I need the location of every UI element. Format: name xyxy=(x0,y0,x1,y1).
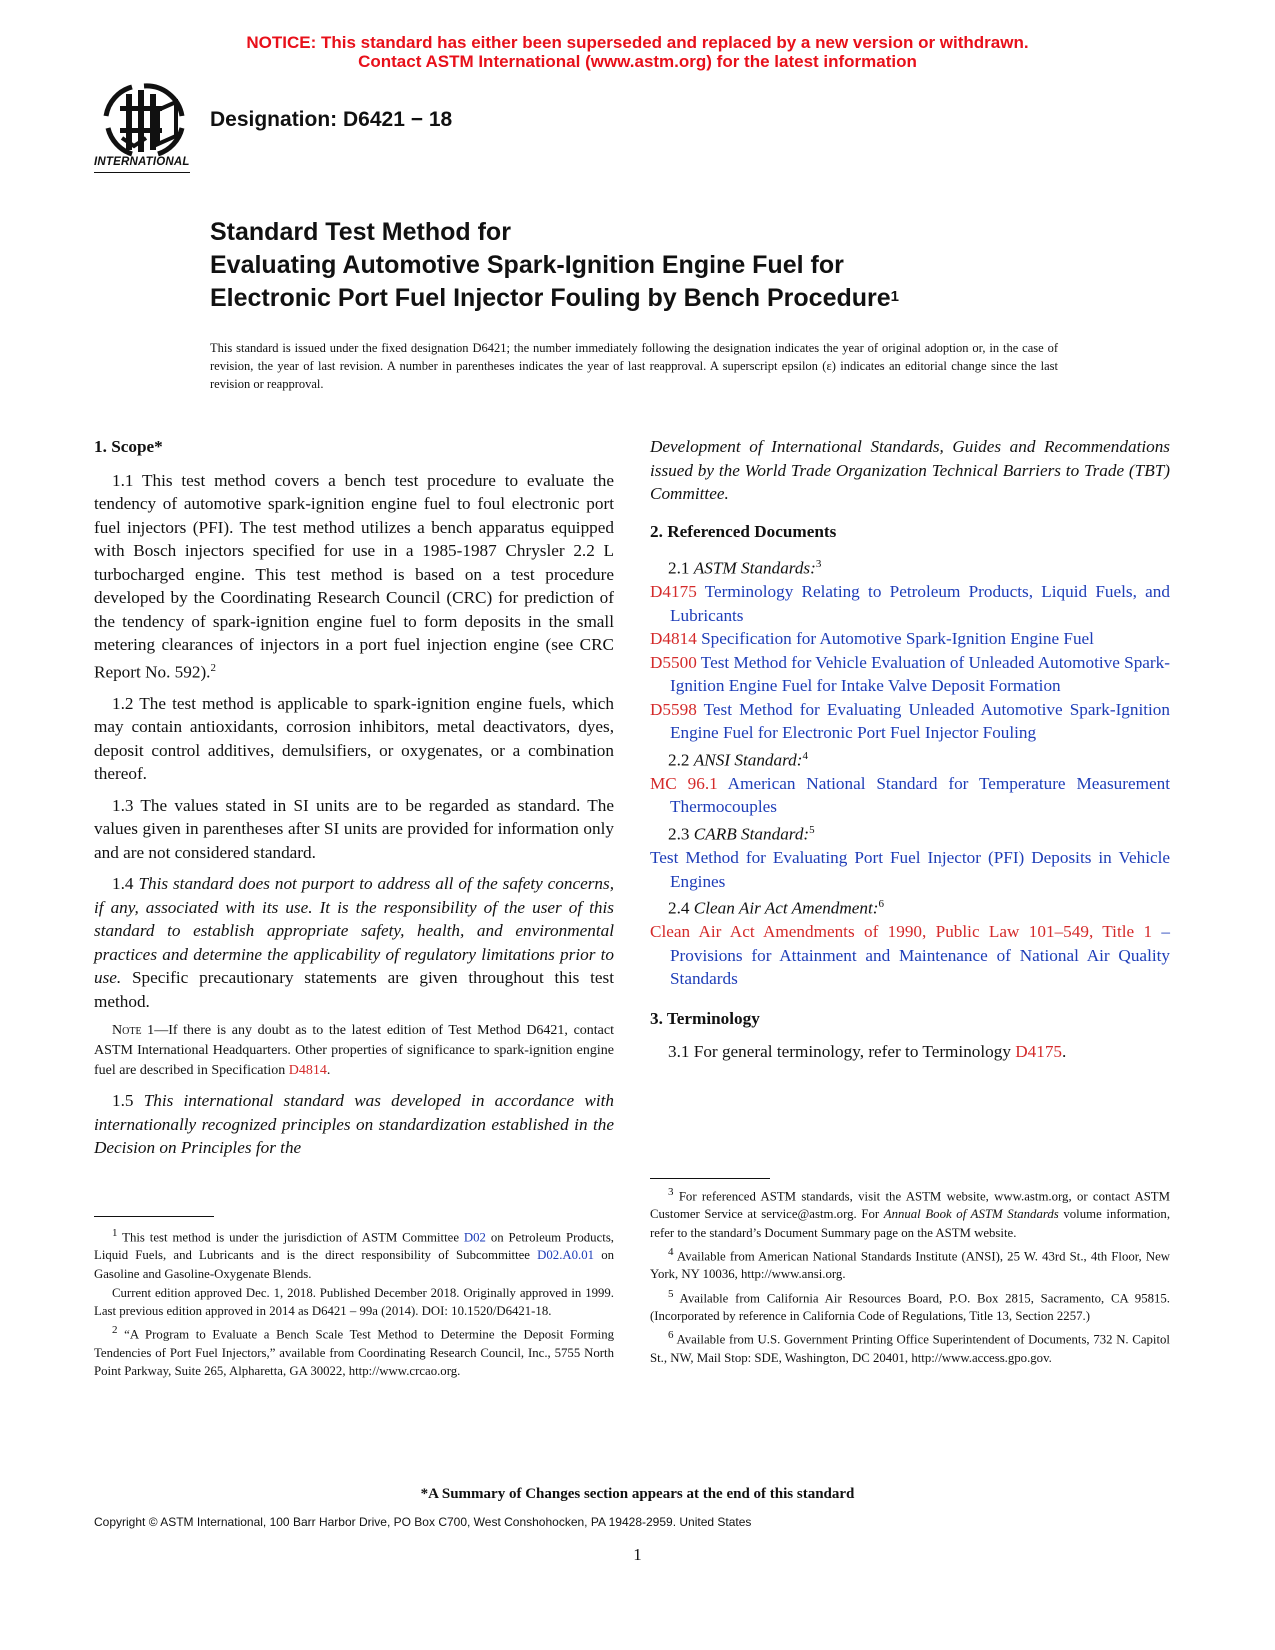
title-line-3: Electronic Port Fuel Injector Fouling by Bench Procedure xyxy=(210,284,891,312)
section-heading-scope: 1. Scope* xyxy=(94,437,163,456)
notice-line-1: NOTICE: This standard has either been superseded and replaced by a new version or withdrawn. xyxy=(246,33,1029,52)
note-label: Note 1 xyxy=(112,1023,155,1039)
footnote-5: $^5$ Available from California Air Resources Board, P.O. Box 2815, Sacramento, CA 95815. (Incorporated by reference in California Code of Regulations, Title 13, Section 2257.) xyxy=(650,1287,1170,1324)
section-heading-terminology: 3. Terminology xyxy=(650,1008,760,1028)
reference-carb[interactable]: Test Method for Evaluating Port Fuel Injector (PFI) Deposits in Vehicle Engines xyxy=(650,848,1170,891)
paragraph-1-5: 1.5 This international standard was developed in accordance with internationally recognized principles on standardization established in the Decision on Principles for the xyxy=(94,1091,614,1158)
astm-logo xyxy=(92,80,196,176)
link-d02-a0-01[interactable]: D02.A0.01 xyxy=(537,1248,595,1263)
note-1: Note 1—If there is any doubt as to the latest edition of Test Method D6421, contact ASTM International Headquarters. Other properties of significance to spark-ignition engine fuel are described in Specification D4814. xyxy=(94,1023,614,1079)
footnote-2: $^2$ “A Program to Evaluate a Bench Scale Test Method to Determine the Deposit Forming Tendencies of Port Fuel Injectors,” available from Coordinating Research Council, Inc., 5755 North Point Parkway, Suite 265, Alpharetta, GA 30022, http://www.crcao.org. xyxy=(94,1324,614,1378)
paragraph-1-4: 1.4 This standard does not purport to address all of the safety concerns, if any, associated with its use. It is the responsibility of the user of this standard to establish appropriate safety, health, and environmental practices and determine the applicability of regulatory limitations prior to use. Specific precautionary statements are given throughout this test method. xyxy=(94,874,615,1011)
link-d02[interactable]: D02 xyxy=(463,1230,486,1245)
reference-d4175[interactable]: D4175 Terminology Relating to Petroleum Products, Liquid Fuels, and Lubricants xyxy=(650,582,1170,625)
footnote-1: $^1$ This test method is under the jurisdiction of ASTM Committee D02 on Petroleum Products, Liquid Fuels, and Lubricants and is the direct responsibility of Subcommittee D02.A0.01 on Gasoline and Gasoline-Oxygenate Blends. xyxy=(94,1227,614,1281)
footnote-6: $^6$ Available from U.S. Government Printing Office Superintendent of Documents, 732 N. Capitol St., NW, Mail Stop: SDE, Washington, DC 20401, http://www.access.gpo.gov. xyxy=(650,1329,1170,1365)
document-title xyxy=(210,216,1160,315)
section-heading-referenced-documents: 2. Referenced Documents xyxy=(650,521,837,541)
paragraph-1-3: 1.3 The values stated in SI units are to be regarded as standard. The values given in parentheses after SI units are provided for information only and are not considered standard. xyxy=(94,795,614,862)
title-footnote-ref[interactable]: 1 xyxy=(890,288,900,305)
paragraph-3-1: 3.1 For general terminology, refer to Terminology D4175. xyxy=(668,1042,1067,1062)
footnotes-left xyxy=(94,1216,614,1381)
title-line-1: Standard Test Method for xyxy=(210,218,511,246)
subsection-2-2: 2.2 ANSI Standard:$^4$ xyxy=(668,749,808,770)
copyright: Copyright © ASTM International, 100 Barr Harbor Drive, PO Box C700, West Conshohocken, PA 19428-2959. United States xyxy=(94,1515,752,1529)
reference-d5598[interactable]: D5598 Test Method for Evaluating Unleaded Automotive Spark-Ignition Engine Fuel for Electronic Port Fuel Injector Fouling xyxy=(650,699,1170,743)
notice-line-2: Contact ASTM International (www.astm.org) for the latest information xyxy=(358,52,917,71)
footnote-ref-3[interactable]: 3 xyxy=(815,558,822,570)
notice-banner xyxy=(0,33,1275,71)
subsection-2-4: 2.4 Clean Air Act Amendment:$^6$ xyxy=(668,898,885,918)
paragraph-1-5-continued: Development of International Standards, Guides and Recommendations issued by the World Trade Organization Technical Barriers to Trade (TBT) Committee. xyxy=(650,437,1170,503)
summary-of-changes-note: *A Summary of Changes section appears at the end of this standard xyxy=(420,1486,855,1502)
footnote-ref-2[interactable]: 2 xyxy=(210,661,216,674)
logo-underline xyxy=(94,172,190,173)
paragraph-1-2: 1.2 The test method is applicable to spark-ignition engine fuels, which may contain antioxidants, corrosion inhibitors, metal deactivators, dyes, deposit control additives, demulsifiers, or oxygenates, or a combination thereof. xyxy=(94,693,614,784)
subsection-2-3: 2.3 CARB Standard:$^5$ xyxy=(668,823,815,844)
subsection-2-1: 2.1 ASTM Standards:$^3$ xyxy=(668,558,822,578)
footnote-4: $^4$ Available from American National Standards Institute (ANSI), 25 W. 43rd St., 4th Floor, New York, NY 10036, http://www.ansi.org. xyxy=(650,1245,1170,1282)
designation: Designation: D6421 − 18 xyxy=(210,108,453,131)
terminology-link-d4175[interactable]: D4175 xyxy=(1015,1042,1063,1062)
footnote-ref-4[interactable]: 4 xyxy=(802,749,808,762)
reference-d4814[interactable]: D4814 Specification for Automotive Spark-Ignition Engine Fuel xyxy=(650,629,1094,649)
reference-d5500[interactable]: D5500 Test Method for Vehicle Evaluation of Unleaded Automotive Spark-Ignition Engine Fuel for Intake Valve Deposit Formation xyxy=(650,652,1170,696)
reference-mc-96-1[interactable]: MC 96.1 American National Standard for Temperature Measurement Thermocouples xyxy=(650,773,1170,817)
page-number: 1 xyxy=(633,1545,642,1564)
right-column xyxy=(650,435,1170,1064)
issued-statement: This standard is issued under the fixed designation D6421; the number immediately following the designation indicates the year of original adoption or, in the case of revision, the year of last revision. A number in parentheses indicates the year of last reapproval. A superscript epsilon (ε) indicates an editorial change since the last revision or reapproval. xyxy=(210,341,1058,391)
paragraph-1-1: 1.1 This test method covers a bench test procedure to evaluate the tendency of automotive spark-ignition engine fuel to foul electronic port fuel injectors (PFI). The test method utilizes a bench apparatus equipped with Bosch injectors specified for use in a 1985-1987 Chrysler 2.2 L turbocharged engine. This test method is based on a test procedure developed by the Coordinating Research Council (CRC) for prediction of the tendency of spark-ignition engine fuel to form deposits in the small metering clearances of injectors in a port fuel injection engine (see CRC Report No. 592).$^2$ xyxy=(94,470,614,682)
footnote-1-edition: Current edition approved Dec. 1, 2018. Published December 2018. Originally approved in 1999. Last previous edition approved in 2014 as D6421 – 99a (2014). DOI: 10.1520/D6421-18. xyxy=(94,1285,614,1319)
footnote-ref-6[interactable]: 6 xyxy=(878,898,885,911)
title-line-2: Evaluating Automotive Spark-Ignition Engine Fuel for xyxy=(210,251,844,279)
footnote-ref-5[interactable]: 5 xyxy=(809,823,815,836)
left-column xyxy=(94,435,614,1168)
note-link-d4814[interactable]: D4814 xyxy=(288,1063,327,1079)
logo-text: INTERNATIONAL xyxy=(94,156,190,168)
reference-clean-air-act[interactable]: Clean Air Act Amendments of 1990, Public Law 101–549, Title 1 – Provisions for Attainment and Maintenance of National Air Quality Standards xyxy=(650,922,1170,989)
footnote-3: $^3$ For referenced ASTM standards, visit the ASTM website, www.astm.org, or contact ASTM Customer Service at service@astm.org. For Annual Book of ASTM Standards volume information, refer to the standard’s Document Summary page on the ASTM website. xyxy=(650,1186,1171,1240)
footnotes-right xyxy=(650,1178,1170,1368)
